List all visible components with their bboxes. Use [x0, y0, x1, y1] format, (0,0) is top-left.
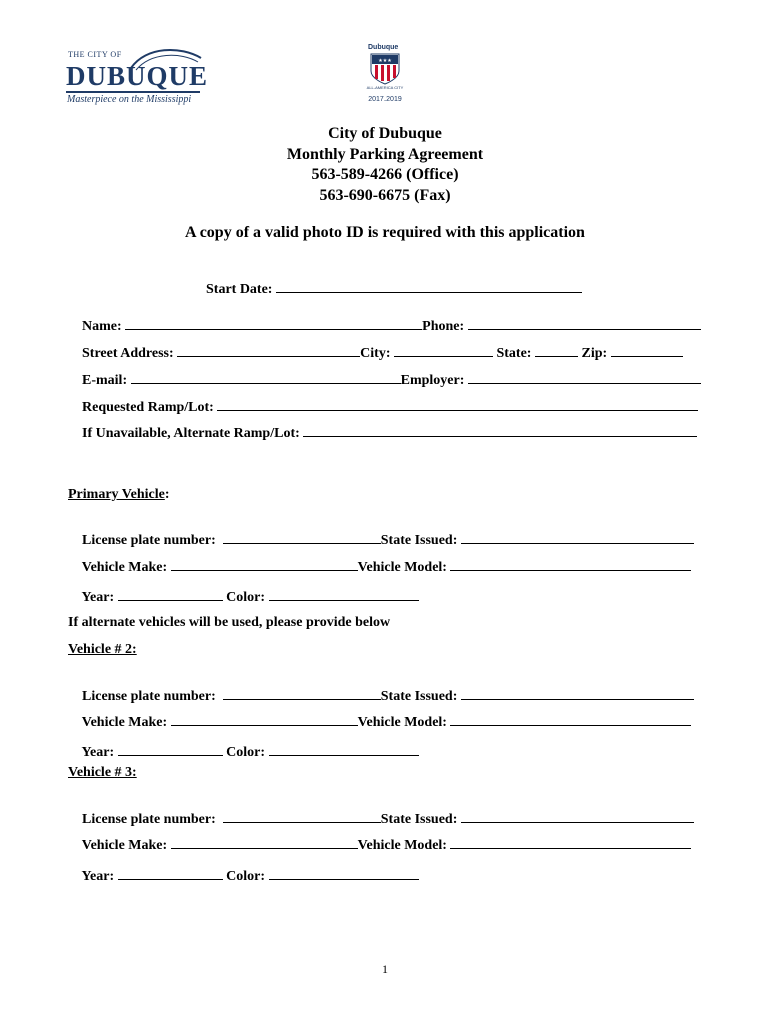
primary-state-issued-label: State Issued:	[380, 533, 458, 548]
photo-id-notice: A copy of a valid photo ID is required with this application	[185, 224, 585, 241]
logo-rule	[66, 91, 200, 93]
primary-model-label: Vehicle Model:	[357, 560, 447, 575]
vehicle-2-year-field[interactable]	[118, 742, 223, 756]
document-heading	[0, 124, 770, 206]
vehicle-3-year-row	[68, 848, 419, 904]
zip-label: Zip:	[581, 346, 608, 361]
vehicle-3-make-field[interactable]	[171, 835, 358, 849]
vehicle-3-color-label: Color:	[226, 869, 266, 884]
vehicle-2-model-label: Vehicle Model:	[357, 715, 447, 730]
logo-tagline: Masterpiece on the Mississippi	[67, 94, 192, 105]
primary-make-label: Vehicle Make:	[81, 560, 168, 575]
shield-icon	[370, 53, 400, 85]
page-number: 1	[382, 962, 388, 976]
heading-line-2: Monthly Parking Agreement	[286, 145, 484, 163]
all-america-city-logo	[362, 44, 408, 112]
vehicle-2-model-field[interactable]	[450, 712, 691, 726]
aa-small-text: ALL-AMERICA CITY	[366, 85, 404, 90]
primary-plate-label: License plate number:	[82, 533, 216, 548]
alt-ramp-row	[68, 405, 697, 461]
state-label: State:	[496, 346, 532, 361]
vehicle-3-year-field[interactable]	[118, 866, 223, 880]
logo-small-text: THE CITY OF	[68, 50, 122, 59]
vehicle-3-heading	[68, 764, 137, 782]
primary-year-label: Year:	[81, 590, 115, 605]
street-label: Street Address:	[82, 346, 174, 361]
name-label: Name:	[82, 319, 122, 334]
vehicle-3-title: Vehicle # 3:	[68, 765, 137, 780]
vehicle-2-color-field[interactable]	[269, 742, 419, 756]
aa-top-text: Dubuque	[368, 44, 399, 51]
primary-vehicle-colon: :	[164, 487, 170, 502]
heading-line-1: City of Dubuque	[328, 125, 442, 142]
primary-model-field[interactable]	[450, 557, 691, 571]
primary-vehicle-title: Primary Vehicle	[68, 487, 165, 502]
vehicle-3-state-issued-label: State Issued:	[380, 812, 458, 827]
primary-color-field[interactable]	[269, 587, 419, 601]
primary-year-field[interactable]	[118, 587, 223, 601]
vehicle-2-make-label: Vehicle Make:	[81, 715, 168, 730]
phone-label: Phone:	[422, 319, 465, 334]
email-label: E-mail:	[82, 373, 128, 388]
vehicle-2-year-label: Year:	[81, 745, 115, 760]
heading-line-3: 563-589-4266 (Office)	[311, 166, 459, 183]
primary-color-label: Color:	[226, 590, 266, 605]
primary-vehicle-heading	[68, 486, 169, 504]
logo-city-name: DUBUQUE	[66, 61, 209, 91]
vehicle-2-title: Vehicle # 2:	[68, 642, 137, 657]
vehicle-3-plate-label: License plate number:	[82, 812, 216, 827]
ramp-label: Requested Ramp/Lot:	[82, 400, 214, 415]
start-date-label: Start Date:	[206, 282, 273, 297]
vehicle-3-model-label: Vehicle Model:	[357, 838, 447, 853]
vehicle-3-year-label: Year:	[81, 869, 115, 884]
vehicle-2-color-label: Color:	[226, 745, 266, 760]
employer-label: Employer:	[400, 373, 465, 388]
heading-line-4: 563-690-6675 (Fax)	[319, 186, 451, 204]
vehicle-3-make-label: Vehicle Make:	[81, 838, 168, 853]
vehicle-2-heading	[68, 641, 137, 659]
start-date-field[interactable]	[276, 279, 582, 293]
svg-text:★★★: ★★★	[378, 58, 392, 64]
aa-years: 2017․2019	[368, 96, 402, 103]
city-label: City:	[360, 346, 391, 361]
vehicle-3-model-field[interactable]	[450, 835, 691, 849]
alt-ramp-label: If Unavailable, Alternate Ramp/Lot:	[82, 426, 300, 441]
vehicle-2-plate-label: License plate number:	[82, 689, 216, 704]
alt-ramp-field[interactable]	[303, 423, 697, 437]
vehicle-3-color-field[interactable]	[269, 866, 419, 880]
city-of-dubuque-logo	[66, 44, 209, 114]
alternate-intro: If alternate vehicles will be used, please provide below	[68, 615, 391, 630]
vehicle-2-state-issued-label: State Issued:	[380, 689, 458, 704]
